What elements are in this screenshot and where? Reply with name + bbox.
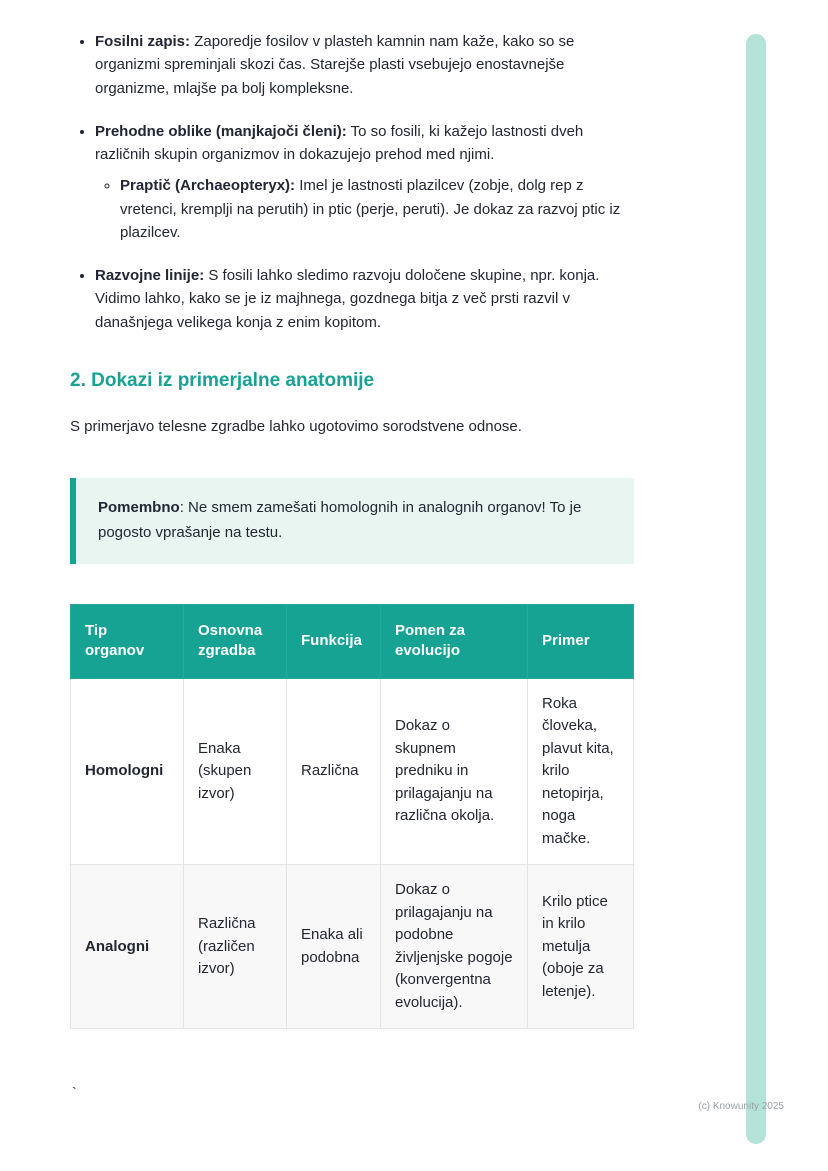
document-content: [70, 30, 634, 1029]
section-intro: S primerjavo telesne zgradbe lahko ugotovimo sorodstvene odnose.: [70, 418, 522, 436]
table-header-row: [71, 604, 634, 678]
table-header-primer: Primer: [528, 604, 634, 678]
table-cell: Različna: [287, 678, 381, 865]
callout-term: Pomembno: [98, 499, 180, 517]
table-cell: Enaka ali podobna: [287, 865, 381, 1029]
list-item-text: S fosili lahko sledimo razvoju določene skupine, npr. konja. Vidimo lahko, kako se je iz majhnega, gozdnega bitja z več prsti razvil v današnjega velikega konja z enim kopitom.: [95, 267, 600, 331]
list-item-term: Razvojne linije:: [95, 267, 205, 284]
table-cell: Roka človeka, plavut kita, krilo netopirja, noga mačke.: [528, 678, 634, 865]
sub-bullet-list: [95, 174, 634, 244]
table-header-osnovna-zgradba: Osnovna zgradba: [184, 604, 287, 678]
copyright-credit: (c) Knowunity 2025: [698, 1101, 784, 1112]
important-callout: [70, 478, 634, 564]
list-item-text: Imel je lastnosti plazilcev (zobje, dolg rep z vretenci, kremplji na perutih) in ptic (perje, peruti). Je dokaz za razvoj ptic iz plazilcev.: [120, 177, 621, 241]
list-item-fosilni-zapis: [95, 30, 634, 100]
list-item-text: To so fosili, ki kažejo lastnosti dveh različnih skupin organizmov in dokazujejo prehod med njimi.: [95, 122, 584, 163]
table-cell: Dokaz o skupnem predniku in prilagajanju na različna okolja.: [381, 678, 528, 865]
callout-text: : Ne smem zamešati homolognih in analognih organov! To je pogosto vprašanje na testu.: [98, 499, 582, 542]
list-item-text: Zaporedje fosilov v plasteh kamnin nam kaže, kako so se organizmi spreminjali skozi čas. Starejše plasti vsebujejo enostavnejše organizme, mlajše pa bolj kompleksne.: [95, 33, 575, 97]
section-heading: 2. Dokazi iz primerjalne anatomije: [70, 369, 375, 391]
list-item-prehodne-oblike: [95, 120, 634, 244]
table-cell: Enaka (skupen izvor): [184, 678, 287, 865]
table-row-analogni: [71, 865, 634, 1029]
list-item-razvojne-linije: [95, 264, 634, 334]
stray-backtick: `: [72, 1084, 77, 1100]
table-cell: Različna (različen izvor): [184, 865, 287, 1029]
list-item-term: Prehodne oblike (manjkajoči členi):: [95, 122, 347, 140]
table-header-funkcija: Funkcija: [287, 604, 381, 678]
table-row-homologni: [71, 678, 634, 865]
table-header-tip-organov: Tip organov: [71, 604, 184, 678]
list-item-term: Fosilni zapis:: [95, 33, 191, 50]
table-cell: Dokaz o prilagajanju na podobne življenjske pogoje (konvergentna evolucija).: [381, 865, 528, 1029]
comparison-table: [70, 604, 634, 1030]
bullet-list: [70, 30, 634, 334]
table-cell: Homologni: [71, 678, 184, 865]
table-cell: Analogni: [71, 865, 184, 1029]
sub-list-item-praptic: [120, 174, 634, 244]
table-header-pomen-za-evolucijo: Pomen za evolucijo: [381, 604, 528, 678]
table-cell: Krilo ptice in krilo metulja (oboje za letenje).: [528, 865, 634, 1029]
list-item-term: Praptič (Archaeopteryx):: [120, 177, 296, 195]
page-edge-stripe: [746, 34, 766, 1144]
